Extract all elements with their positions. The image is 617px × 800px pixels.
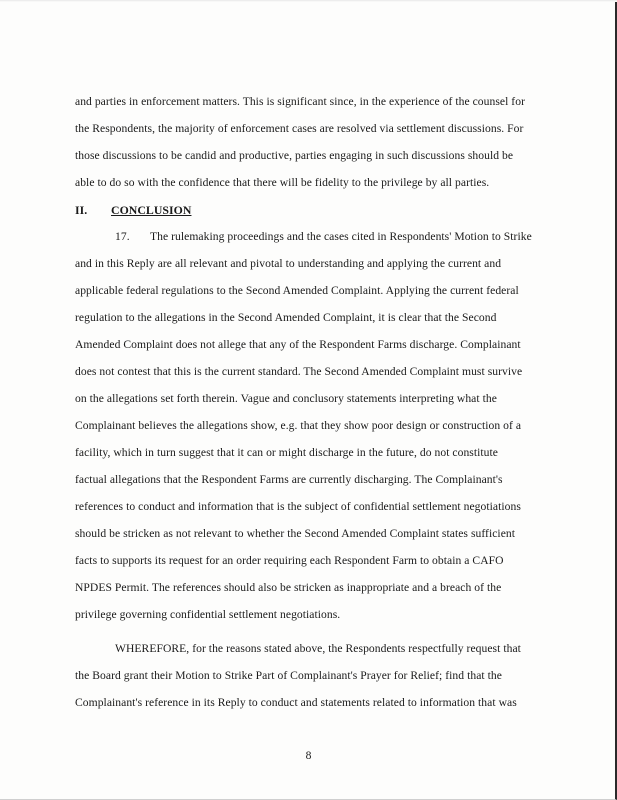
text-line: NPDES Permit. The references should also be stricken as inappropriate and a breach of the — [75, 581, 502, 594]
text-content: WHEREFORE, for the reasons stated above, the Respondents respectfully request that — [115, 642, 521, 655]
text-line — [75, 230, 545, 244]
section-number: II. — [75, 203, 88, 217]
text-line: factual allegations that the Respondent Farms are currently discharging. The Complainant's — [75, 473, 503, 486]
text-line: Amended Complaint does not allege that any of the Respondent Farms discharge. Complainant — [75, 338, 521, 351]
text-line: privilege governing confidential settlement negotiations. — [75, 608, 341, 621]
text-line: should be stricken as not relevant to whether the Second Amended Complaint states sufficient — [75, 527, 516, 540]
text-line: Complainant's reference in its Reply to conduct and statements related to information that was — [75, 696, 517, 709]
text-line: does not contest that this is the current standard. The Second Amended Complaint must survive — [75, 365, 523, 378]
paragraph-number: 17. — [115, 230, 130, 243]
text-content: The rulemaking proceedings and the cases cited in Respondents' Motion to Strike — [150, 230, 532, 243]
text-line: regulation to the allegations in the Second Amended Complaint, it is clear that the Second — [75, 311, 497, 324]
text-line: references to conduct and information that is the subject of confidential settlement negotiations — [75, 500, 521, 513]
text-line: Complainant believes the allegations show, e.g. that they show poor design or construction of a — [75, 419, 522, 432]
text-line: and parties in enforcement matters. This is significant since, in the experience of the counsel for — [75, 95, 525, 108]
text-line — [75, 642, 545, 656]
text-line: applicable federal regulations to the Second Amended Complaint. Applying the current federal — [75, 284, 519, 297]
page-number: 8 — [305, 749, 312, 762]
text-line: able to do so with the confidence that there will be fidelity to the privilege by all parties. — [75, 176, 490, 189]
scan-edge — [0, 0, 617, 2]
text-line: and in this Reply are all relevant and pivotal to understanding and applying the current and — [75, 257, 502, 270]
text-line: the Board grant their Motion to Strike Part of Complainant's Prayer for Relief; find that the — [75, 669, 502, 682]
text-line: on the allegations set forth therein. Vague and conclusory statements interpreting what the — [75, 392, 497, 405]
text-line: the Respondents, the majority of enforcement cases are resolved via settlement discussions. For — [75, 122, 524, 135]
text-line: those discussions to be candid and productive, parties engaging in such discussions should be — [75, 149, 514, 162]
text-line: facility, which in turn suggest that it can or might discharge in the future, do not constitute — [75, 446, 499, 459]
section-heading — [75, 203, 545, 217]
section-title: CONCLUSION — [111, 203, 192, 217]
text-line: facts to supports its request for an order requiring each Respondent Farm to obtain a CAFO — [75, 554, 504, 567]
